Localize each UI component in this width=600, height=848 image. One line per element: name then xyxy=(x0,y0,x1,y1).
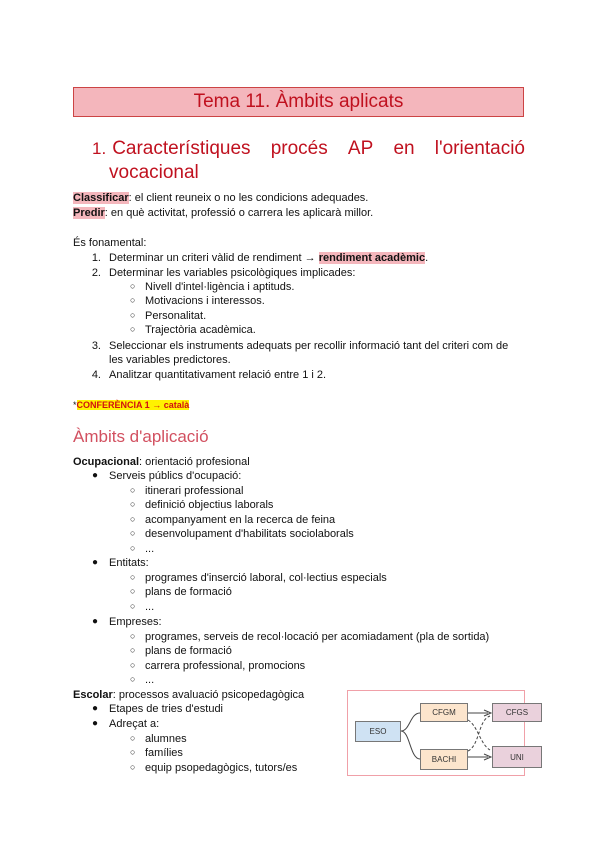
sub-item: programes, serveis de recol·locació per acomiadament (pla de sortida) xyxy=(145,631,490,643)
list-number: 1. xyxy=(91,252,101,264)
circle-bullet-icon: ○ xyxy=(130,586,136,596)
node-eso: ESO xyxy=(355,721,401,742)
serveis-item: Serveis públics d'ocupació: xyxy=(109,470,242,482)
empreses-item: Empreses: xyxy=(109,616,162,628)
heading-word: l'orientació xyxy=(434,138,525,159)
etapes-item: Etapes de tries d'estudi xyxy=(109,703,224,715)
connector-cfgm-uni xyxy=(468,720,490,750)
ambits-heading: Àmbits d'aplicació xyxy=(73,427,209,446)
heading-word: AP xyxy=(347,138,374,159)
sub-item: Nivell d'intel·ligència i aptituds. xyxy=(145,281,295,293)
fonamental-intro: És fonamental: xyxy=(73,237,147,249)
list-item-4: Analitzar quantitativament relació entre 1 i 2. xyxy=(109,369,327,381)
term-predir: Predir xyxy=(73,207,105,219)
sub-item: plans de formació xyxy=(145,586,232,598)
sub-item: plans de formació xyxy=(145,645,232,657)
bullet-icon: ● xyxy=(92,557,99,568)
bullet-icon: ● xyxy=(92,470,99,481)
circle-bullet-icon: ○ xyxy=(130,499,136,509)
circle-bullet-icon: ○ xyxy=(130,295,136,305)
list-item-3-line2: les variables predictores. xyxy=(109,354,231,366)
conference-label: CONFERÈNCIA 1 → català xyxy=(76,400,190,410)
circle-bullet-icon: ○ xyxy=(130,601,136,611)
connector-eso-batx xyxy=(401,731,420,759)
node-cfgs: CFGS xyxy=(492,703,542,722)
heading-word: Característiques xyxy=(112,138,251,159)
circle-bullet-icon: ○ xyxy=(130,660,136,670)
heading-word: en xyxy=(393,138,415,159)
sub-item: desenvolupament d'habilitats sociolaborals xyxy=(145,528,354,540)
sub-item: alumnes xyxy=(145,733,187,745)
bullet-icon: ● xyxy=(92,718,99,729)
list-number: 4. xyxy=(91,369,101,381)
escolar-text: : processos avaluació psicopedagògica xyxy=(112,689,305,701)
sub-item: itinerari professional xyxy=(145,485,244,497)
connector-batx-cfgs xyxy=(468,716,490,751)
node-batx: BACHI xyxy=(420,749,468,770)
sub-item: equip psopedagògics, tutors/es xyxy=(145,762,298,774)
section-number: 1. xyxy=(92,139,107,158)
item-end: . xyxy=(425,252,429,264)
circle-bullet-icon: ○ xyxy=(130,762,136,772)
heading-line2: vocacional xyxy=(109,162,199,183)
circle-bullet-icon: ○ xyxy=(130,528,136,538)
item-text: Determinar un criteri vàlid de rendiment → xyxy=(109,252,319,264)
sub-item: Trajectòria acadèmica. xyxy=(145,324,256,336)
term-classificar: Classificar xyxy=(73,192,129,204)
def-text: : el client reuneix o no les condicions adequades. xyxy=(128,192,369,204)
list-number: 2. xyxy=(91,267,101,279)
entitats-item: Entitats: xyxy=(109,557,149,569)
circle-bullet-icon: ○ xyxy=(130,485,136,495)
circle-bullet-icon: ○ xyxy=(130,281,136,291)
bullet-icon: ● xyxy=(92,703,99,714)
ocupacional-text: : orientació profesional xyxy=(139,456,250,468)
sub-item: ... xyxy=(145,543,155,555)
star-mark: * xyxy=(73,400,77,410)
sub-item: carrera professional, promocions xyxy=(145,660,306,672)
circle-bullet-icon: ○ xyxy=(130,645,136,655)
node-cfgm: CFGM xyxy=(420,703,468,722)
sub-item: Personalitat. xyxy=(145,310,207,322)
circle-bullet-icon: ○ xyxy=(130,543,136,553)
highlight-rendiment: rendiment acadèmic xyxy=(318,252,426,264)
list-number: 3. xyxy=(91,340,101,352)
circle-bullet-icon: ○ xyxy=(130,310,136,320)
circle-bullet-icon: ○ xyxy=(130,631,136,641)
def-text: : en què activitat, professió o carrera les aplicarà millor. xyxy=(104,207,374,219)
sub-item: acompanyament en la recerca de feina xyxy=(145,514,336,526)
sub-item: ... xyxy=(145,601,155,613)
term-ocupacional: Ocupacional xyxy=(73,456,140,468)
circle-bullet-icon: ○ xyxy=(130,747,136,757)
circle-bullet-icon: ○ xyxy=(130,733,136,743)
bullet-icon: ● xyxy=(92,616,99,627)
sub-item: ... xyxy=(145,674,155,686)
page-title: Tema 11. Àmbits aplicats xyxy=(193,91,404,112)
circle-bullet-icon: ○ xyxy=(130,674,136,684)
sub-item: Motivacions i interessos. xyxy=(145,295,265,307)
term-escolar: Escolar xyxy=(73,689,113,701)
connector-eso-cfgm xyxy=(401,713,420,731)
circle-bullet-icon: ○ xyxy=(130,572,136,582)
adrecat-item: Adreçat a: xyxy=(109,718,160,730)
circle-bullet-icon: ○ xyxy=(130,514,136,524)
list-item-2: Determinar les variables psicològiques implicades: xyxy=(109,267,356,279)
node-uni: UNI xyxy=(492,746,542,768)
circle-bullet-icon: ○ xyxy=(130,324,136,334)
heading-word: procés xyxy=(270,138,328,159)
sub-item: famílies xyxy=(145,747,183,759)
list-item-3-line1: Seleccionar els instruments adequats per recollir informació tant del criteri com de xyxy=(109,340,509,352)
sub-item: programes d'inserció laboral, col·lectius especials xyxy=(145,572,387,584)
sub-item: definició objectius laborals xyxy=(145,499,274,511)
